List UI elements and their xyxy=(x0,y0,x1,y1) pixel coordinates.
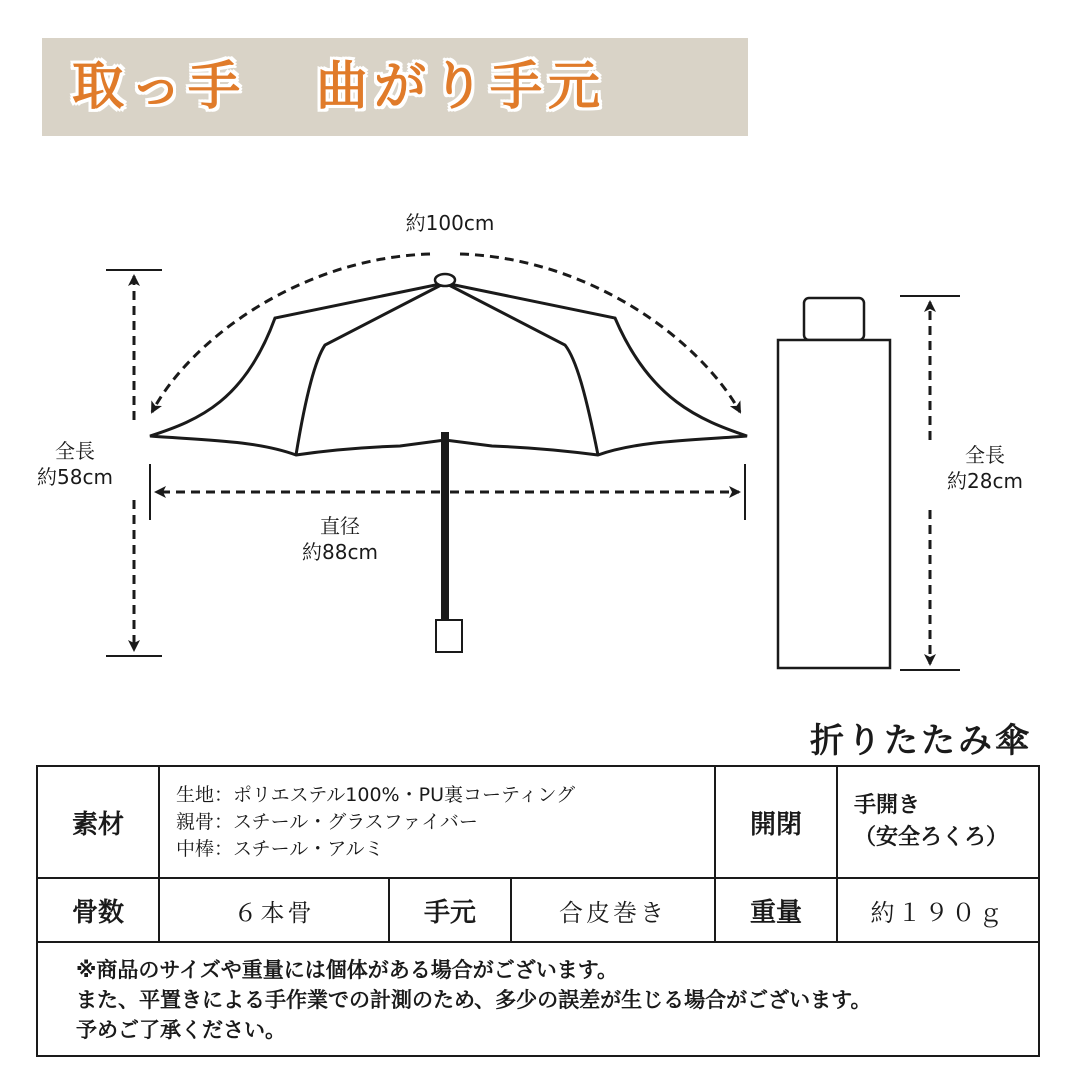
notes-cell xyxy=(37,942,1039,1056)
diameter-caption xyxy=(285,513,395,565)
material-line-ribs: 親骨：スチール・グラスファイバー xyxy=(176,810,478,833)
banner-title-curved-handle: 曲がり手元 xyxy=(316,57,607,117)
spec-row-material xyxy=(37,766,1039,878)
arc-length-label: 約100cm xyxy=(405,211,495,235)
folded-length-label: 全長 xyxy=(965,443,1005,467)
open-length-caption xyxy=(20,438,130,490)
ribs-header: 骨数 xyxy=(37,878,159,942)
material-line-fabric: 生地：ポリエステル100%・PU裏コーティング xyxy=(176,783,576,806)
open-method: 手開き xyxy=(854,793,921,818)
open-header: 開閉 xyxy=(715,766,837,878)
banner-title-handle: 取っ手 xyxy=(72,57,247,117)
ribs-value: ６本骨 xyxy=(159,878,389,942)
arc-length-arrow xyxy=(152,254,430,412)
spec-row-notes xyxy=(37,942,1039,1056)
weight-header: 重量 xyxy=(715,878,837,942)
umbrella-canopy xyxy=(150,283,747,455)
note-line-1: ※商品のサイズや重量には個体がある場合がございます。 xyxy=(76,958,619,982)
diameter-label: 直径 xyxy=(320,514,360,538)
folded-length-value: 約28cm xyxy=(947,469,1023,493)
umbrella-shaft xyxy=(441,432,449,620)
folded-umbrella-body xyxy=(778,340,890,668)
product-title: 折りたたみ傘 xyxy=(810,721,1032,761)
handle-header: 手元 xyxy=(389,878,511,942)
spec-table xyxy=(36,765,1040,1057)
arc-length-arrow-right xyxy=(460,254,740,412)
open-length-value: 約58cm xyxy=(37,465,113,489)
open-length-label: 全長 xyxy=(55,439,95,463)
umbrella-top-knob xyxy=(435,274,455,286)
note-line-3: 予めご了承ください。 xyxy=(76,1018,286,1042)
material-header: 素材 xyxy=(37,766,159,878)
folded-length-caption xyxy=(930,442,1040,494)
diameter-value: 約88cm xyxy=(302,540,378,564)
folded-umbrella-cap xyxy=(804,298,864,340)
handle-value: 合皮巻き xyxy=(511,878,715,942)
note-line-2: また、平置きによる手作業での計測のため、多少の誤差が生じる場合がございます。 xyxy=(76,988,872,1012)
material-line-shaft: 中棒：スチール・アルミ xyxy=(176,837,384,860)
spec-row-ribs xyxy=(37,878,1039,942)
open-safety: （安全ろくろ） xyxy=(854,825,1009,850)
umbrella-handle xyxy=(436,620,462,652)
material-cell xyxy=(159,766,715,878)
weight-value: 約１９０ｇ xyxy=(837,878,1039,942)
open-cell xyxy=(837,766,1039,878)
